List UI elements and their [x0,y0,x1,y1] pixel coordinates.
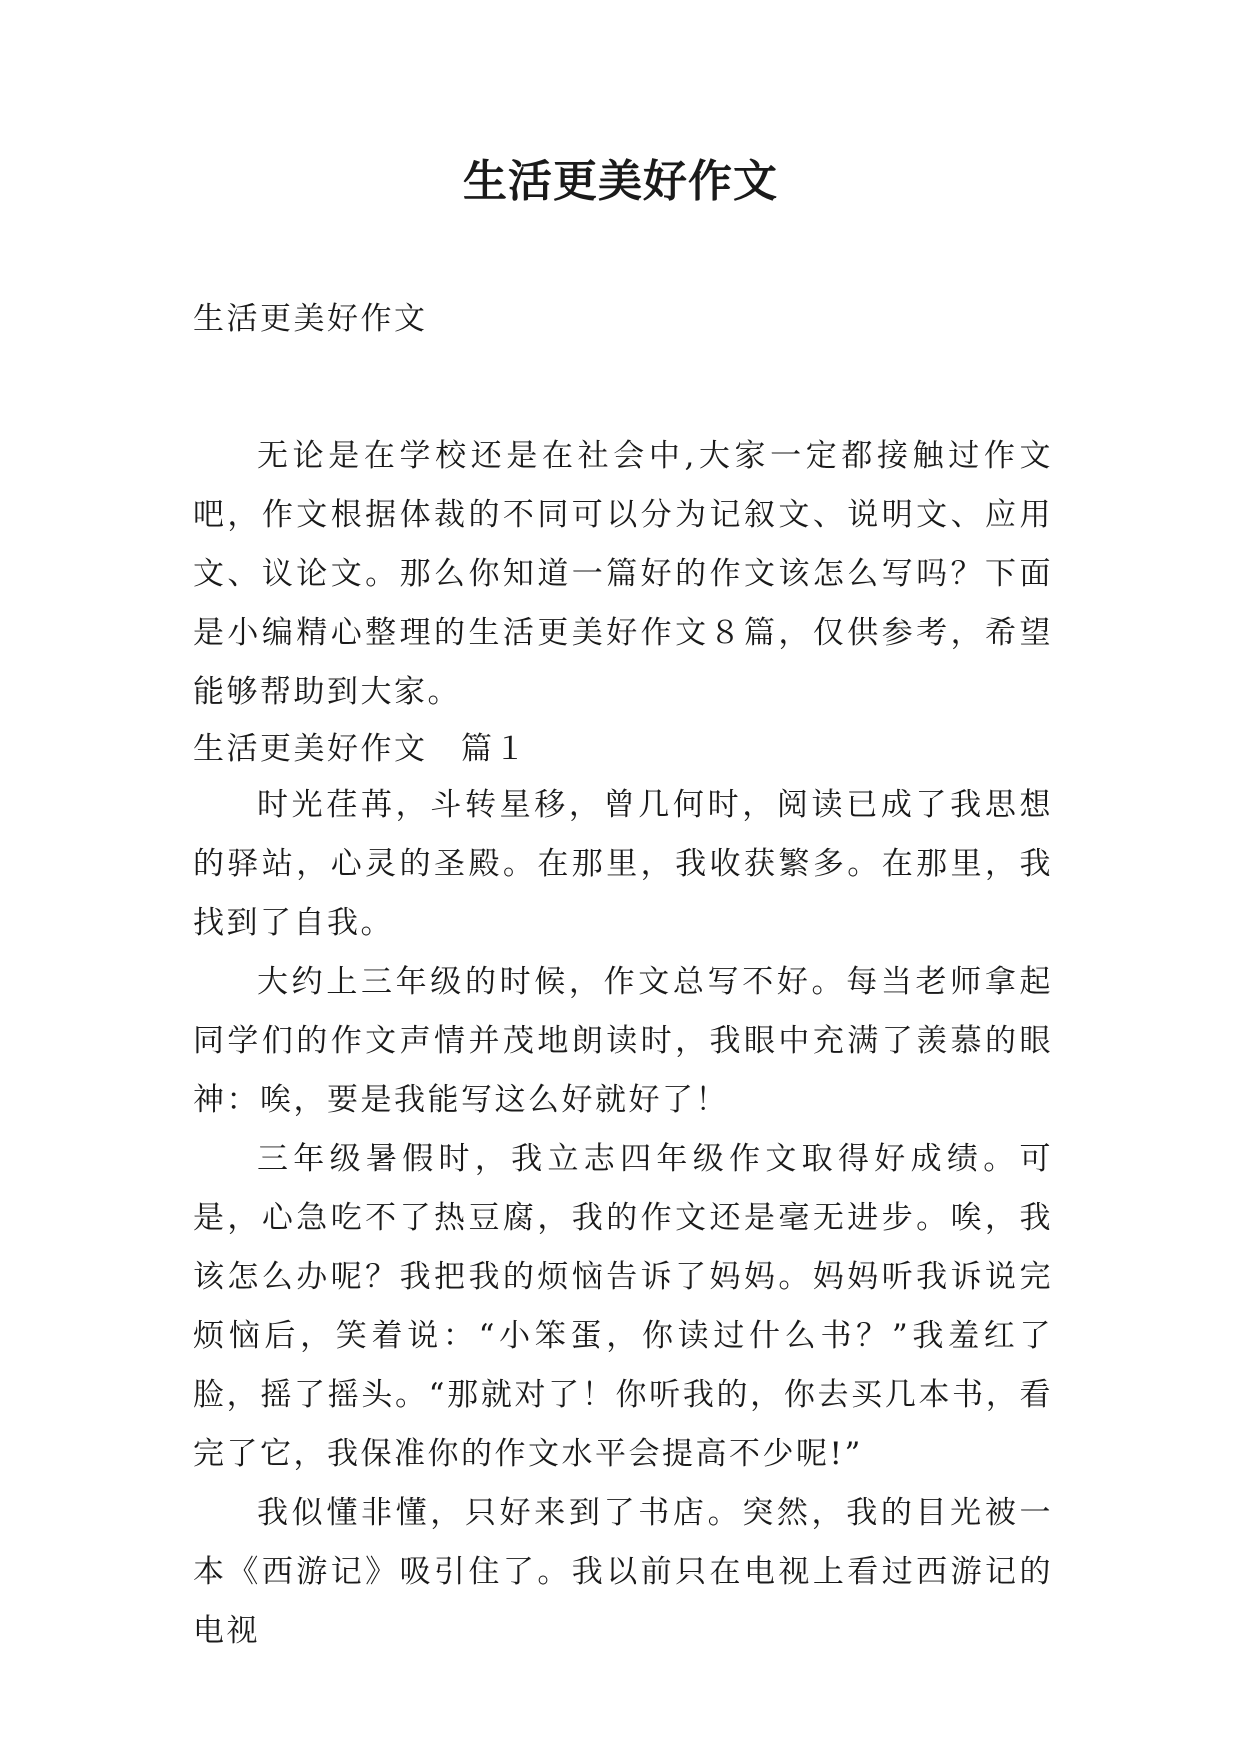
body-paragraph: 大约上三年级的时候，作文总写不好。每当老师拿起同学们的作文声情并茂地朗读时，我眼中充满了羡慕的眼神：唉，要是我能写这么好就好了！ [193,964,1053,1118]
intro-paragraph: 无论是在学校还是在社会中,大家一定都接触过作文吧，作文根据体裁的不同可以分为记叙文、说明文、应用文、议论文。那么你知道一篇好的作文该怎么写吗？下面是小编精心整理的生活更美好作文８篇，仅供参考，希望能够帮助到大家。 [193,438,1053,710]
document-body [193,290,1053,1661]
body-paragraph: 我似懂非懂，只好来到了书店。突然，我的目光被一本《西游记》吸引住了。我以前只在电视上看过西游记的电视 [193,1495,1053,1649]
document-subtitle: 生活更美好作文 [193,301,428,337]
section-heading: 生活更美好作文 篇１ [193,731,528,767]
body-paragraph: 时光荏苒，斗转星移，曾几何时，阅读已成了我思想的驿站，心灵的圣殿。在那里，我收获繁多。在那里，我找到了自我。 [193,787,1053,941]
document-title: 生活更美好作文 [463,156,778,207]
body-paragraph: 三年级暑假时，我立志四年级作文取得好成绩。可是，心急吃不了热豆腐，我的作文还是毫无进步。唉，我该怎么办呢？我把我的烦恼告诉了妈妈。妈妈听我诉说完烦恼后，笑着说：“小笨蛋，你读过什么书？”我羞红了脸，摇了摇头。“那就对了！你听我的，你去买几本书，看完了它，我保准你的作文水平会提高不少呢!” [193,1141,1053,1472]
